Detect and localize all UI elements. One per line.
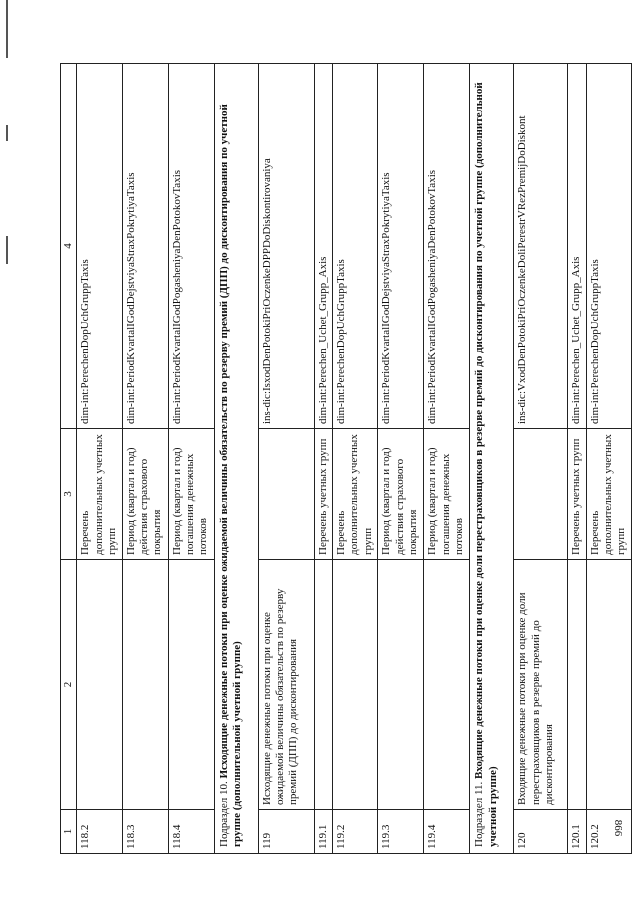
row-code-cell: dim-int:Perechen_Uchet_Grupp_Axis — [568, 64, 586, 429]
table-header-row — [61, 64, 77, 854]
row-code-cell: dim-int:PeriodKvartalIGodPogasheniyaDenPotokovTaxis — [168, 64, 214, 429]
row-name-cell — [168, 560, 214, 810]
row-description-cell: Период (квартал и год) погашения денежных потоков — [424, 429, 470, 560]
row-description-cell: Перечень дополнительных учетных групп — [77, 429, 122, 560]
section-prefix: Подраздел 10. — [217, 778, 230, 847]
section-title — [214, 64, 258, 854]
table-row — [568, 64, 586, 854]
table-row — [586, 64, 631, 854]
table-row — [378, 64, 424, 854]
row-description-cell: Перечень дополнительных учетных групп — [333, 429, 378, 560]
row-number-cell: 120 — [514, 810, 568, 854]
row-description-cell: Период (квартал и год) погашения денежных потоков — [168, 429, 214, 560]
row-description-cell — [514, 429, 568, 560]
row-name-cell: Входящие денежные потоки при оценке доли перестраховщиков в резерве премий до дисконтирования — [514, 560, 568, 810]
row-code-cell: ins-dic:VxodDenPotokiPriOczenkeDoliPerestrVRezPremijDoDiskont — [514, 64, 568, 429]
page-number: 866 — [612, 819, 624, 837]
row-name-cell — [586, 560, 631, 810]
row-number-cell: 119.2 — [333, 810, 378, 854]
row-number-cell: 120.1 — [568, 810, 586, 854]
row-name-cell — [333, 560, 378, 810]
scan-margin-mark — [6, 125, 8, 141]
row-name-cell — [424, 560, 470, 810]
header-col-4: 4 — [61, 64, 77, 429]
row-name-cell — [77, 560, 122, 810]
row-number-cell: 118.4 — [168, 810, 214, 854]
section-row — [214, 64, 258, 854]
row-number-cell: 119 — [258, 810, 314, 854]
data-table — [60, 63, 632, 854]
row-description-cell: Период (квартал и год) действия страхового покрытия — [122, 429, 168, 560]
row-name-cell — [122, 560, 168, 810]
row-description-cell: Перечень учетных групп — [314, 429, 332, 560]
section-heading: Входящие денежные потоки при оценке доли перестраховщиков в резерве премий до дисконтирования по учетной группе (дополнительной учетной группе) — [473, 82, 499, 847]
section-title — [470, 64, 514, 854]
row-number-cell: 119.1 — [314, 810, 332, 854]
row-code-cell: ins-dic:IsxodDenPotokiPriOczenkeDPPDoDiskontirovaniya — [258, 64, 314, 429]
table-row — [314, 64, 332, 854]
row-number-cell: 119.3 — [378, 810, 424, 854]
row-code-cell: dim-int:PeriodKvartalIGodPogasheniyaDenPotokovTaxis — [424, 64, 470, 429]
table-row — [514, 64, 568, 854]
table-row — [77, 64, 122, 854]
row-name-cell — [568, 560, 586, 810]
header-col-1: 1 — [61, 810, 77, 854]
table-row — [258, 64, 314, 854]
table-row — [168, 64, 214, 854]
row-code-cell: dim-int:Perechen_Uchet_Grupp_Axis — [314, 64, 332, 429]
row-code-cell: dim-int:PeriodKvartalIGodDejstviyaStraxPokrytiyaTaxis — [122, 64, 168, 429]
header-col-3: 3 — [61, 429, 77, 560]
row-code-cell: dim-int:PerechenDopUchGruppTaxis — [586, 64, 631, 429]
row-description-cell: Перечень учетных групп — [568, 429, 586, 560]
row-name-cell: Исходящие денежные потоки при оценке ожидаемой величины обязательств по резерву премий (ДПП) до дисконтирования — [258, 560, 314, 810]
table-row — [122, 64, 168, 854]
row-number-cell: 118.2 — [77, 810, 122, 854]
section-row — [470, 64, 514, 854]
header-col-2: 2 — [61, 560, 77, 810]
row-description-cell: Перечень дополнительных учетных групп — [586, 429, 631, 560]
row-code-cell: dim-int:PeriodKvartalIGodDejstviyaStraxPokrytiyaTaxis — [378, 64, 424, 429]
row-name-cell — [314, 560, 332, 810]
row-description-cell — [258, 429, 314, 560]
section-prefix: Подраздел 11. — [473, 778, 486, 847]
scan-margin-mark — [6, 0, 8, 58]
row-number-cell: 119.4 — [424, 810, 470, 854]
row-description-cell: Период (квартал и год) действия страхового покрытия — [378, 429, 424, 560]
section-heading: Исходящие денежные потоки при оценке ожидаемой величины обязательств по резерву премий (ДПП) до дисконтирования по учетной группе (дополнительной учетной группе) — [217, 104, 244, 847]
row-number-cell: 118.3 — [122, 810, 168, 854]
table-row — [424, 64, 470, 854]
scan-margin-mark — [6, 236, 8, 264]
row-number-cell: 120.2 — [586, 810, 631, 854]
row-name-cell — [378, 560, 424, 810]
row-code-cell: dim-int:PerechenDopUchGruppTaxis — [77, 64, 122, 429]
row-code-cell: dim-int:PerechenDopUchGruppTaxis — [333, 64, 378, 429]
table-row — [333, 64, 378, 854]
